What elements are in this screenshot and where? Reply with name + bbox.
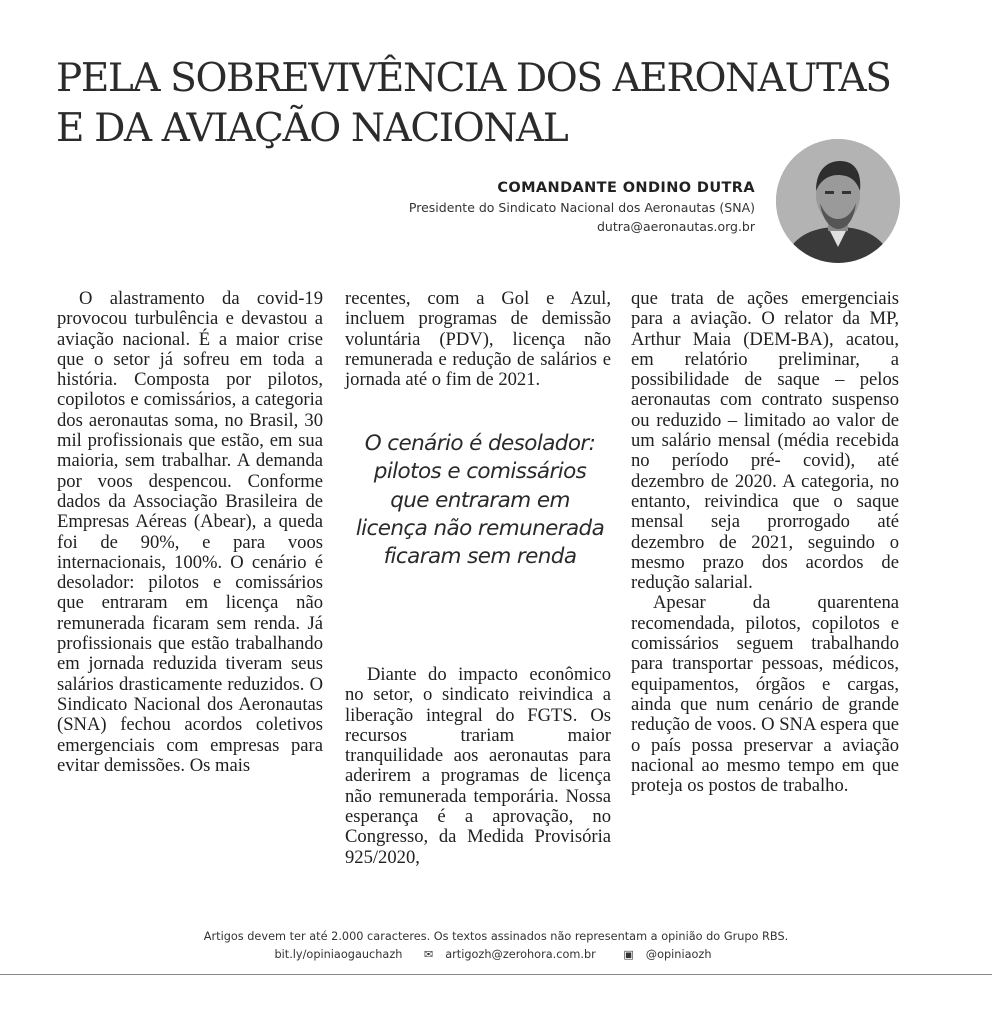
article-paragraph: Apesar da quarentena recomendada, pilotos, copilotos e comissários seguem trabalhando para transportar pessoas, médicos, equipamentos, órgãos e cargas, ainda que num cenário de grande redução de voos. O SNA espera que o país possa preservar a aviação nacional ao mesmo tempo em que proteja os postos de trabalho.	[631, 592, 899, 797]
footer-link-twitter[interactable]: @opiniaozh	[645, 948, 712, 961]
footer-email-group[interactable]	[418, 948, 602, 961]
article-column-3	[631, 289, 899, 796]
author-email: dutra@aeronautas.org.br	[596, 219, 755, 234]
pull-quote: O cenário é desolador: pilotos e comissários que entraram em licença não remunerada ficaram sem renda	[355, 431, 605, 570]
article-column-2-lower	[345, 665, 611, 868]
article-column-1	[57, 289, 323, 776]
footer-twitter-group[interactable]	[617, 948, 717, 961]
author-role: Presidente do Sindicato Nacional dos Aeronautas (SNA)	[408, 200, 755, 215]
headline-line-1: PELA SOBREVIVÊNCIA DOS AERONAUTAS	[56, 56, 891, 101]
footer-link-email[interactable]: artigozh@zerohora.com.br	[445, 948, 596, 961]
article-paragraph: Diante do impacto econômico no setor, o sindicato reivindica a liberação integral do FGTS. Os recursos trariam maior tranquilidade aos aeronautas para aderirem a programas de licença não remunerada temporária. Nossa esperança é a aprovação, no Congresso, da Medida Provisória 925/2020,	[345, 664, 611, 868]
article-paragraph: O alastramento da covid-19 provocou turbulência e devastou a aviação nacional. É a maior crise que o setor já sofreu em toda a história. Composta por pilotos, copilotos e comissários, a categoria dos aeronautas soma, no Brasil, 30 mil profissionais que estão, em sua maioria, sem trabalhar. A demanda por voos despencou. Conforme dados da Associação Brasileira de Empresas Aéreas (Abear), a queda foi de 90%, e para voos internacionais, 100%. O cenário é desolador: pilotos e comissários que entraram em licença não remunerada ficaram sem renda. Já profissionais que estão trabalhando em jornada reduzida tiveram seus salários drasticamente reduzidos. O Sindicato Nacional dos Aeronautas (SNA) fechou acordos coletivos emergenciais com empresas para evitar demissões. Os mais	[57, 288, 323, 776]
article-paragraph: que trata de ações emergenciais para a aviação. O relator da MP, Arthur Maia (DEM-BA), acatou, em relatório preliminar, a possibilidade de saque – pelos aeronautas com contrato suspenso ou reduzido – limitado ao valor de um salário mensal (média recebida no período pré- covid), até dezembro de 2020. A categoria, no entanto, reivindica que o saque mensal seja prorrogado até dezembro de 2021, seguindo o mesmo prazo dos acordos de redução salarial.	[631, 288, 899, 594]
author-photo	[776, 139, 900, 263]
article-paragraph: recentes, com a Gol e Azul, incluem programas de demissão voluntária (PDV), licença não remunerada e redução de salários e jornada até o fim de 2021.	[345, 288, 611, 391]
divider	[0, 974, 992, 975]
twitter-icon: ▣	[623, 948, 634, 961]
footer-note: Artigos devem ter até 2.000 caracteres. Os textos assinados não representam a opinião do Grupo RBS.	[203, 930, 789, 943]
author-name: COMANDANTE ONDINO DUTRA	[497, 180, 755, 196]
footer-links	[0, 946, 992, 964]
portrait-illustration	[776, 139, 900, 263]
headline	[56, 54, 936, 154]
footer-link-url[interactable]: bit.ly/opiniaogauchazh	[274, 948, 403, 961]
headline-line-2: E DA AVIAÇÃO NACIONAL	[56, 106, 568, 151]
byline	[409, 178, 755, 236]
footer	[0, 928, 992, 964]
mail-icon: ✉	[424, 948, 434, 961]
